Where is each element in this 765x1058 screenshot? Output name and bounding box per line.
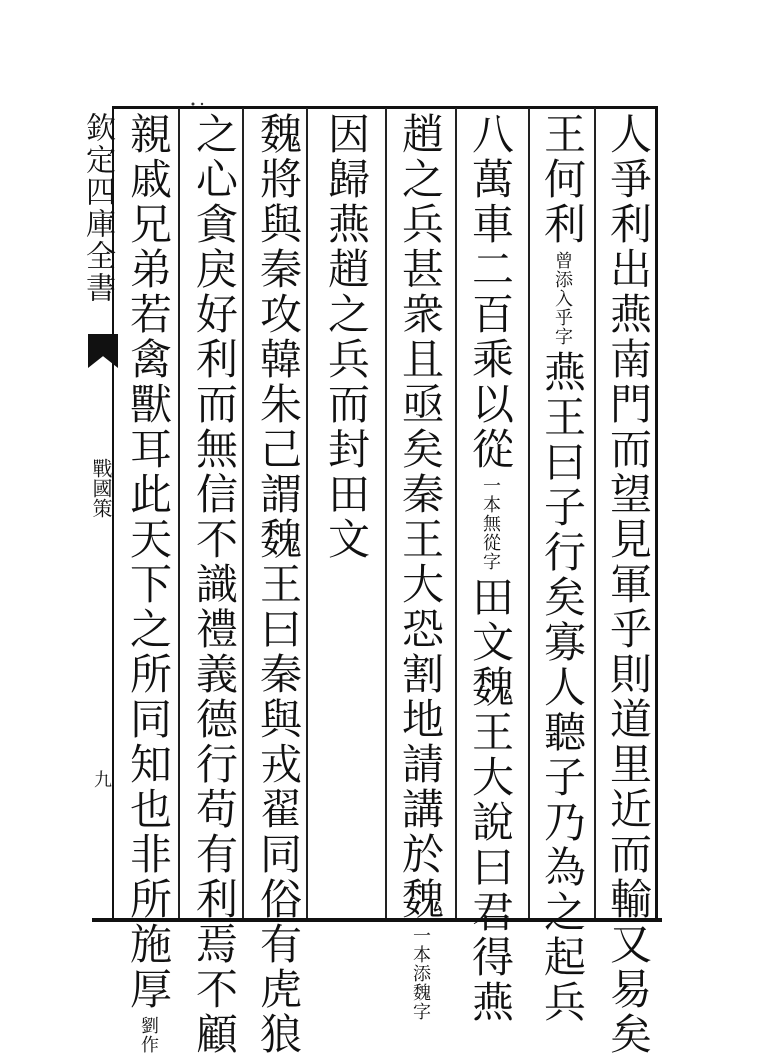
column-text: 人爭利出燕南門而望見軍乎則道里近而輸又易矣 [604, 112, 653, 1057]
column-text: 魏將與秦攻韓朱己謂魏王曰秦與戎翟同俗有虎狼 [254, 112, 303, 1057]
text-column-8 [120, 112, 176, 1054]
column-text: 王何利 [538, 112, 587, 247]
margin-title: 欽定四庫全書 [80, 112, 115, 304]
column-text: 之心貪戾好利而無信不識禮義德行苟有利焉不顧 [190, 112, 239, 1057]
column-rule [178, 108, 180, 918]
annotation-note: 一本無從字 [480, 476, 501, 571]
text-column-6 [250, 112, 306, 1057]
column-text: 燕王曰子行矣寡人聽子乃為之起兵 [538, 350, 587, 1025]
margin-book-title: 戰國策 [89, 458, 113, 518]
ink-speck [190, 92, 210, 98]
text-column-1 [600, 112, 656, 1057]
annotation-note: 曾添入乎字 [552, 251, 573, 346]
column-rule [306, 108, 308, 918]
column-rule [242, 108, 244, 918]
column-text: 趙之兵甚衆且亟矣秦王大恐割地請講於魏 [396, 112, 445, 922]
margin-page-number: 九 [91, 770, 112, 788]
column-text: 親戚兄弟若禽獸耳此天下之所同知也非所施厚 [124, 112, 173, 1012]
annotation-note: 劉作 [138, 1016, 159, 1054]
column-rule [528, 108, 530, 918]
text-column-7 [186, 112, 242, 1057]
text-column-5 [318, 112, 374, 912]
column-rule [455, 108, 457, 918]
column-text: 八萬車二百乘以從 [466, 112, 515, 472]
annotation-note: 一本添魏字 [410, 926, 431, 1021]
column-text: 田文魏王大說曰君得燕 [466, 575, 515, 1025]
column-rule [385, 108, 387, 918]
column-rule [594, 108, 596, 918]
column-text: 因歸燕趙之兵而封田文 [322, 112, 371, 562]
text-column-3 [462, 112, 518, 1025]
text-column-4 [392, 112, 448, 1021]
text-column-2 [534, 112, 590, 1025]
